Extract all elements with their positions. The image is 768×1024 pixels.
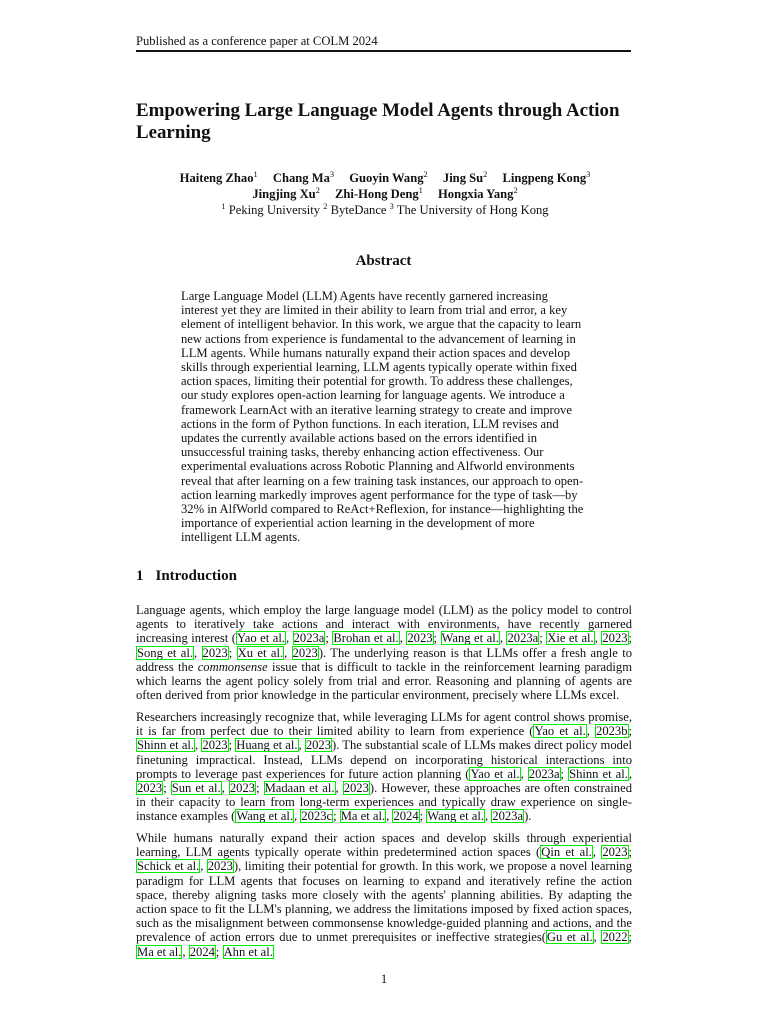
citation-link[interactable]: 2023c <box>301 809 333 824</box>
citation-link[interactable]: Ma et al. <box>137 944 182 959</box>
citation-link[interactable]: Shinn et al. <box>569 766 628 781</box>
author: Hongxia Yang$^2$ <box>438 185 518 201</box>
citation-link[interactable]: 2023 <box>137 780 163 795</box>
paragraph-1: Language agents, which employ the large language model (LLM) as the policy model to control agents to iteratively take actions and interact with environments, have recently garnered increasing interest (Yao et al., 2023a; Brohan et al., 2023; Wang et al., 2023a; Xie et al., 2023; Song et al., 2023; Xu et al., 2023). The underlying reason is that LLMs offer a fresh angle to address the commonsense issue that is difficult to tackle in the reinforcement learning paradigm which learns the agent policy solely from trial and error. Reasoning and planning of agents are often derived from prior knowledge in the particular environment, precisely where LLMs excel. <box>136 603 633 703</box>
running-header: Published as a conference paper at COLM 2024 <box>136 34 378 48</box>
affiliation: The University of Hong Kong <box>396 203 549 217</box>
emphasis: commonsense <box>197 659 268 674</box>
author: Guoyin Wang$^2$ <box>349 169 428 185</box>
citation-link[interactable]: 2023a <box>492 809 524 824</box>
author-row-2 <box>120 186 650 202</box>
author: Zhi-Hong Deng$^1$ <box>335 185 423 201</box>
citation-link[interactable]: Xie et al. <box>547 631 594 646</box>
citation-link[interactable]: Madaan et al. <box>264 780 335 795</box>
citation-link[interactable]: Sun et al. <box>171 780 221 795</box>
citation-link[interactable]: Shinn et al. <box>137 738 195 753</box>
citation-link[interactable]: Yao et al. <box>236 631 285 646</box>
citation-link[interactable]: 2023b <box>596 724 628 739</box>
citation-link[interactable]: 2024 <box>189 944 215 959</box>
citation-link[interactable]: Xu et al. <box>237 645 284 660</box>
author-row-1 <box>120 170 650 186</box>
section-number: 1 <box>136 568 144 584</box>
affiliation: Peking University <box>228 203 321 217</box>
abstract-text: Large Language Model (LLM) Agents have recently garnered increasing interest yet they are limited in their ability to learn from trial and error, a key element of intelligent behavior. In this work, we argue that the capacity to learn new actions from experience is fundamental to the advancement of learning in LLM agents. While humans naturally expand their action spaces and develop skills through experiential learning, LLM agents typically operate within fixed action spaces, limiting their potential for growth. To address these challenges, our study explores open-action learning for language agents. We introduce a framework LearnAct with an iterative learning strategy to create and improve actions in the form of Python functions. In each iteration, LLM revises and updates the currently available actions based on the errors identified in unsuccessful training tasks, thereby enhancing action effectiveness. Our experimental evaluations across Robotic Planning and Alfworld environments reveal that after learning on a few training task instances, our approach to open-action learning markedly improves agent performance for the type of task—by 32% in AlfWorld compared to ReAct+Reflexion, for instance—highlighting the importance of experiential action learning in the development of more intelligent LLM agents. <box>181 289 584 545</box>
citation-link[interactable]: 2023 <box>407 631 433 646</box>
citation-link[interactable]: 2022 <box>602 930 628 945</box>
body-text <box>136 603 632 966</box>
paper-title: Empowering Large Language Model Agents through Action Learning <box>136 100 620 143</box>
citation-link[interactable]: Gu et al. <box>546 930 593 945</box>
citation-link[interactable]: Qin et al. <box>541 845 592 860</box>
citation-link[interactable]: Wang et al. <box>441 631 499 646</box>
abstract-heading: Abstract <box>355 253 412 269</box>
citation-link[interactable]: Wang et al. <box>427 809 484 824</box>
citation-link[interactable]: 2023 <box>202 738 228 753</box>
citation-link[interactable]: Brohan et al. <box>333 631 399 646</box>
citation-link[interactable]: Ma et al. <box>340 809 386 824</box>
author-list <box>120 170 650 202</box>
section-heading <box>136 568 237 585</box>
affiliations: $^1$ Peking University $^2$ ByteDance $^3$ The University of Hong Kong <box>221 201 549 217</box>
author: Lingpeng Kong$^3$ <box>502 169 591 185</box>
citation-link[interactable]: 2023a <box>293 631 325 646</box>
citation-link[interactable]: 2023 <box>602 845 628 860</box>
page-number: 1 <box>380 972 388 986</box>
author: Haiteng Zhao$^1$ <box>179 169 258 185</box>
author: Chang Ma$^3$ <box>272 169 335 185</box>
paragraph-2: Researchers increasingly recognize that, while leveraging LLMs for agent control shows promise, it is far from perfect due to their limited ability to learn from experience (Yao et al., 2023b; Shinn et al., 2023; Huang et al., 2023). The substantial scale of LLMs makes direct policy model finetuning impractical. Instead, LLMs depend on incorporating historical interactions into prompts to leverage past experiences for future action planning (Yao et al., 2023a; Shinn et al., 2023; Sun et al., 2023; Madaan et al., 2023). However, these approaches are often constrained in their capacity to learn from long-term experiences and typically draw experience on single-instance examples (Wang et al., 2023c; Ma et al., 2024; Wang et al., 2023a). <box>136 709 633 824</box>
header-rule <box>136 50 631 52</box>
citation-link[interactable]: Yao et al. <box>534 724 586 739</box>
citation-link[interactable]: Huang et al. <box>236 738 298 753</box>
paragraph-3: While humans naturally expand their action spaces and develop skills through experiential learning, LLM agents typically operate within predetermined action spaces (Qin et al., 2023; Schick et al., 2023), limiting their potential for growth. In this work, we propose a novel learning paradigm for LLM agents that focuses on learning to expand and iteratively refine the action space, thereby aligning tasks more closely with the agents' planning abilities. By adapting the action space to fit the LLM's planning, we address the limitations imposed by fixed action spaces, such as the misalignment between commonsense knowledge-guided planning and actions, and the prevalence of action errors due to unmet prerequisites or ineffective strategies(Gu et al., 2022; Ma et al., 2024; Ahn et al. <box>136 831 633 959</box>
citation-link[interactable]: 2024 <box>393 809 419 824</box>
author: Jing Su$^2$ <box>442 169 488 185</box>
citation-link[interactable]: Ahn et al. <box>223 944 273 959</box>
affiliation: ByteDance <box>330 203 387 217</box>
section-title: Introduction <box>155 568 237 584</box>
citation-link[interactable]: Yao et al. <box>470 766 520 781</box>
citation-link[interactable]: 2023 <box>602 631 628 646</box>
citation-link[interactable]: 2023 <box>343 780 369 795</box>
author: Jingjing Xu$^2$ <box>252 185 320 201</box>
citation-link[interactable]: 2023a <box>528 766 560 781</box>
citation-link[interactable]: 2023 <box>292 645 318 660</box>
citation-link[interactable]: Schick et al. <box>137 859 200 874</box>
citation-link[interactable]: Song et al. <box>137 645 193 660</box>
citation-link[interactable]: 2023 <box>202 645 228 660</box>
citation-link[interactable]: 2023 <box>207 859 233 874</box>
citation-link[interactable]: 2023a <box>507 631 539 646</box>
citation-link[interactable]: 2023 <box>305 738 332 753</box>
citation-link[interactable]: 2023 <box>229 780 256 795</box>
citation-link[interactable]: Wang et al. <box>236 809 293 824</box>
